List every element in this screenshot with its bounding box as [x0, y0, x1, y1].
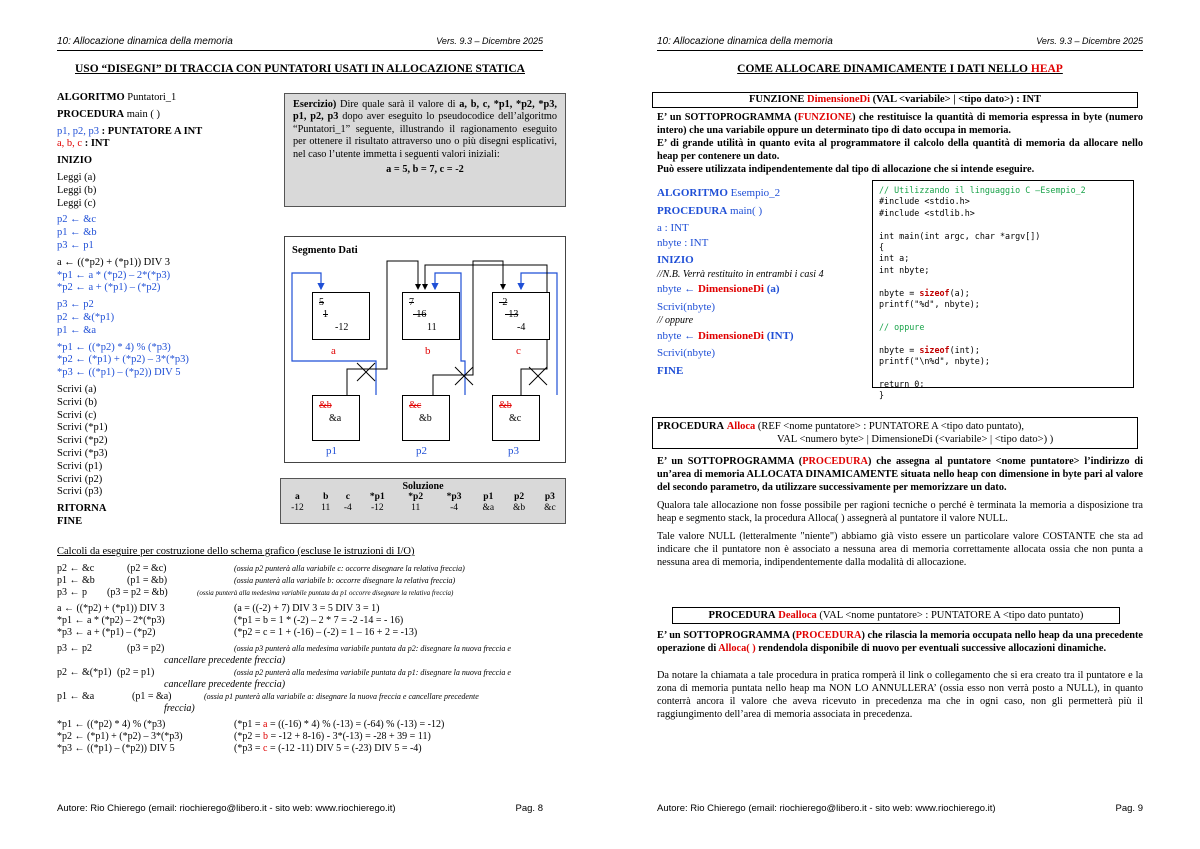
var-label-c: c — [516, 345, 521, 357]
calc-row: p3 ← p (p3 = p2 = &b) (ossia punterà alla medesima variabile puntata da p1 occorre disegnare la relativa freccia) — [57, 587, 454, 598]
calc-row: *p3 ← a + (*p1) – (*p2) (*p2 = c = 1 + (-16) – (-2) = 1 – 16 + 2 = -13) — [57, 627, 418, 638]
page-9 — [600, 0, 1200, 849]
footer-author: Autore: Rio Chierego (email: riochierego@libero.it - sito web: www.riochierego.it) — [57, 803, 396, 814]
ptr-label-p1: p1 — [326, 445, 337, 457]
calc-row: *p1 ← a * (*p2) – 2*(*p3) (*p1 = b = 1 * (-2) – 2 * 7 = -2 -14 = - 16) — [57, 615, 404, 626]
function-dimensionedi-signature: FUNZIONE DimensioneDi (VAL <variabile> | <tipo dato>) : INT — [652, 92, 1138, 108]
c-code-example: // Utilizzando il linguaggio C –Esempio_2 #include <stdio.h> #include <stdlib.h> int main(int argc, char *argv[]) { int a; int nbyte; nbyte = sizeof(a); printf("%d", nbyte); // oppure nbyte = sizeof(int); printf("\n%d", nbyte); return 0; } — [872, 180, 1134, 388]
ptr-box-p1: &b &a — [312, 395, 360, 441]
calc-row: p1 ← &b (p1 = &b) (ossia punterà alla variabile b: occorre disegnare la relativa freccia) — [57, 575, 456, 586]
data-segment-diagram — [284, 236, 566, 463]
var-label-a: a — [331, 345, 336, 357]
var-box-a: 5 1 -12 — [312, 292, 370, 340]
page-number: Pag. 8 — [515, 803, 543, 814]
page-number: Pag. 9 — [1115, 803, 1143, 814]
page-title: USO “DISEGNI” DI TRACCIA CON PUNTATORI USATI IN ALLOCAZIONE STATICA — [75, 63, 525, 75]
ptr-label-p3: p3 — [508, 445, 519, 457]
calc-row: p1 ← &a (p1 = &a) (ossia p1 punterà alla variabile a: disegnare la nuova freccia e cancellare precedente — [57, 691, 479, 702]
solution-title: Soluzione — [402, 481, 444, 492]
calc-row: *p3 ← ((*p1) – (*p2)) DIV 5 (*p3 = c = (-12 -11) DIV 5 = (-23) DIV 5 = -4) — [57, 743, 422, 754]
calc-row: p3 ← p2 (p3 = p2) (ossia p3 punterà alla medesima variabile puntata da p2: disegnare la nuova freccia e — [57, 643, 511, 654]
calc-list: p2 ← &c (p2 = &c) (ossia p2 punterà alla variabile c: occorre disegnare la relativa freccia) p1 ← &b (p1 = &b) (ossia punterà alla variabile b: occorre disegnare la relativa freccia) p3 ← p (p3 = p2 = &b) (ossia punterà alla medesima variabile puntata da p1 occorre disegnare la relativa freccia) a ← ((*p2) + (*p1)) DIV 3 (a = ((-2) + 7) DIV 3 = 5 DIV 3 = 1) *p1 ← a * (*p2) – 2*(*p3) (*p1 = b = 1 * (-2) – 2 * 7 = -2 -14 = - 16) *p3 ← a + (*p1) – (*p2) (*p2 = c = 1 + (-16) – (-2) = 1 – 16 + 2 = -13) p3 ← p2 (p3 = p2) (ossia p3 punterà alla medesima variabile puntata da p2: disegnare la nuova freccia e cancellare precedente freccia) p2 ← &(*p1) (p2 = p1) (ossia p2 punterà alla medesima variabile puntata da p1: disegnare la nuova freccia e cancellare precedente freccia) p1 ← &a (p1 = &a) (ossia p1 punterà alla variabile a: disegnare la nuova freccia e cancellare precedente freccia) *p1 ← ((*p2) * 4) % (*p3) (*p1 = a = ((-16) * 4) % (-13) = (-64) % (-13) = -12) *p2 ← (*p1) + (*p2) – 3*(*p3) (*p2 = b = -12 + 8-16) - 3*(-13) = -28 + 39 = 11) *p3 ← ((*p1) – (*p2)) DIV 5 (*p3 = c = (-12 -11) DIV 5 = (-23) DIV 5 = -4) — [57, 563, 547, 755]
calc-row: a ← ((*p2) + (*p1)) DIV 3 (a = ((-2) + 7) DIV 3 = 5 DIV 3 = 1) — [57, 603, 380, 614]
page-title: COME ALLOCARE DINAMICAMENTE I DATI NELLO HEAP — [737, 63, 1063, 75]
page-footer: Autore: Rio Chierego (email: riochierego@libero.it - sito web: www.riochierego.it) Pag. 9 — [657, 803, 1143, 814]
calc-row: *p1 ← ((*p2) * 4) % (*p3) (*p1 = a = ((-16) * 4) % (-13) = (-64) % (-13) = -12) — [57, 719, 445, 730]
algorithm-listing: ALGORITMO Puntatori_1 PROCEDURA main ( ) p1, p2, p3 : PUNTATORE A INT a, b, c : INT INIZIO Leggi (a) Leggi (b) Leggi (c) p2 ← &c p1 ← &b p3 ← p1 a ← ((*p2) + (*p1)) DIV 3 *p1 ← a * (*p2) – 2*(*p3) *p2 ← a + (*p1) – (*p2) p3 ← p2 p2 ← &(*p1) p1 ← &a *p1 ← ((*p2) * 4) % (*p3) *p2 ← (*p1) + (*p2) – 3*(*p3) *p3 ← ((*p1) – (*p2)) DIV 5 Scrivi (a) Scrivi (b) Scrivi (c) Scrivi (*p1) Scrivi (*p2) Scrivi (*p3) Scrivi (p1) Scrivi (p2) Scrivi (p3) RITORNA FINE — [57, 92, 203, 527]
calc-row: p2 ← &(*p1) (p2 = p1) (ossia p2 punterà alla medesima variabile puntata da p1: disegnare la nuova freccia e — [57, 667, 511, 678]
solution-table — [280, 478, 566, 524]
ptr-box-p2: &c &b — [402, 395, 450, 441]
dimensionedi-description: E’ un SOTTOPROGRAMMA (FUNZIONE) che restituisce la quantità di memoria espressa in byte (numero intero) che una variabile oppure un determinato tipo di dato occupa in memoria. E’ di grande utilità in quanto evita al programmatore il calcolo della quantità di memoria da allocare nello heap per contenere un dato. Può essere utilizzata indipendentemente dal tipo di allocazione che si intende eseguire. — [657, 112, 1143, 175]
ptr-box-p3: &b &c — [492, 395, 540, 441]
header-version: Vers. 9.3 – Dicembre 2025 — [436, 36, 543, 46]
calc-row: p2 ← &c (p2 = &c) (ossia p2 punterà alla variabile c: occorre disegnare la relativa freccia) — [57, 563, 465, 574]
segment-title: Segmento Dati — [292, 245, 358, 256]
procedure-alloca-signature: PROCEDURA Alloca (REF <nome puntatore> : PUNTATORE A <tipo dato puntato), VAL <numero byte> | DimensioneDi (<variabile> | <tipo dato>) ) — [652, 417, 1138, 449]
exercise-box: Esercizio) Dire quale sarà il valore di a, b, c, *p1, *p2, *p3, p1, p2, p3 dopo aver eseguito lo pseudocodice dell’algoritmo “Puntatori_1” seguente, illustrando il ragionamento eseguito per ottenere il risultato attraverso uno o più disegni esplicativi, nel caso l’utente immetta i seguenti valori iniziali: a = 5, b = 7, c = -2 — [284, 93, 566, 207]
example2-algorithm: ALGORITMO Esempio_2 PROCEDURA main( ) a : INT nbyte : INT INIZIO //N.B. Verrà restituito in entrambi i casi 4 nbyte ← DimensioneDi (a) Scrivi(nbyte) // oppure nbyte ← DimensioneDi (INT) Scrivi(nbyte) FINE — [657, 187, 824, 377]
header-chapter: 10: Allocazione dinamica della memoria — [57, 36, 233, 47]
page-footer — [57, 803, 543, 814]
var-label-b: b — [425, 345, 431, 357]
page-header: 10: Allocazione dinamica della memoria Vers. 9.3 – Dicembre 2025 — [657, 36, 1143, 51]
calc-title: Calcoli da eseguire per costruzione dello schema grafico (escluse le istruzioni di I/O) — [57, 546, 415, 557]
solution-header-row: a b c *p1 *p2 *p3 p1 p2 p3 — [295, 492, 555, 502]
alloca-description: E’ un SOTTOPROGRAMMA (PROCEDURA) che assegna al puntatore <nome puntatore> l’indirizzo di un’area di memoria ALLOCATA DINAMICAMENTE situata nello heap con dimensione in byte pari al valore del secondo parametro, da utilizzare successivamente per memorizzare un dato. Qualora tale allocazione non fosse possibile per ragioni tecniche o perché è terminata la memoria a disposizione tra heap e segmento stack, la procedura Alloca( ) assegnerà al puntatore il valore NULL. Tale valore NULL (letteralmente "niente") abbiamo già visto essere un particolare valore COSTANTE che sta ad indicare che il puntatore non è associato a nessuna area di memoria correttamente allocata ossia che non punta a nessuna area di memoria, indipendentemente dalla modalità di allocazione. — [657, 456, 1144, 568]
var-box-b: 7 -16 11 — [402, 292, 460, 340]
ptr-label-p2: p2 — [416, 445, 427, 457]
page-header — [57, 36, 543, 51]
procedure-dealloca-signature: PROCEDURA Dealloca (VAL <nome puntatore> : PUNTATORE A <tipo dato puntato) — [672, 607, 1120, 624]
calc-row: *p2 ← (*p1) + (*p2) – 3*(*p3) (*p2 = b = -12 + 8-16) - 3*(-13) = -28 + 39 = 11) — [57, 731, 431, 742]
dealloca-description: E’ un SOTTOPROGRAMMA (PROCEDURA) che rilascia la memoria occupata nello heap da una precedente operazione di Alloca( ) rendendola disponibile di nuovo per eventuali successive allocazioni dinamiche. Da notare la chiamata a tale procedura in pratica romperà il link o collegamento che si era creato tra il puntatore e la zona di memoria puntata nello heap ma NON LO ANNULLERA’ (ossia esso non verrà posto a NULL), in quanto conterrà ancora il valore che aveva ricevuto in precedenza ma che in ogni caso, non gli permetterà più il raggiungimento dell’area di memoria associata in precedenza. — [657, 630, 1144, 720]
var-box-c: -2 -13 -4 — [492, 292, 550, 340]
solution-value-row: -12 11 -4 -12 11 -4 &a &b &c — [291, 503, 556, 513]
